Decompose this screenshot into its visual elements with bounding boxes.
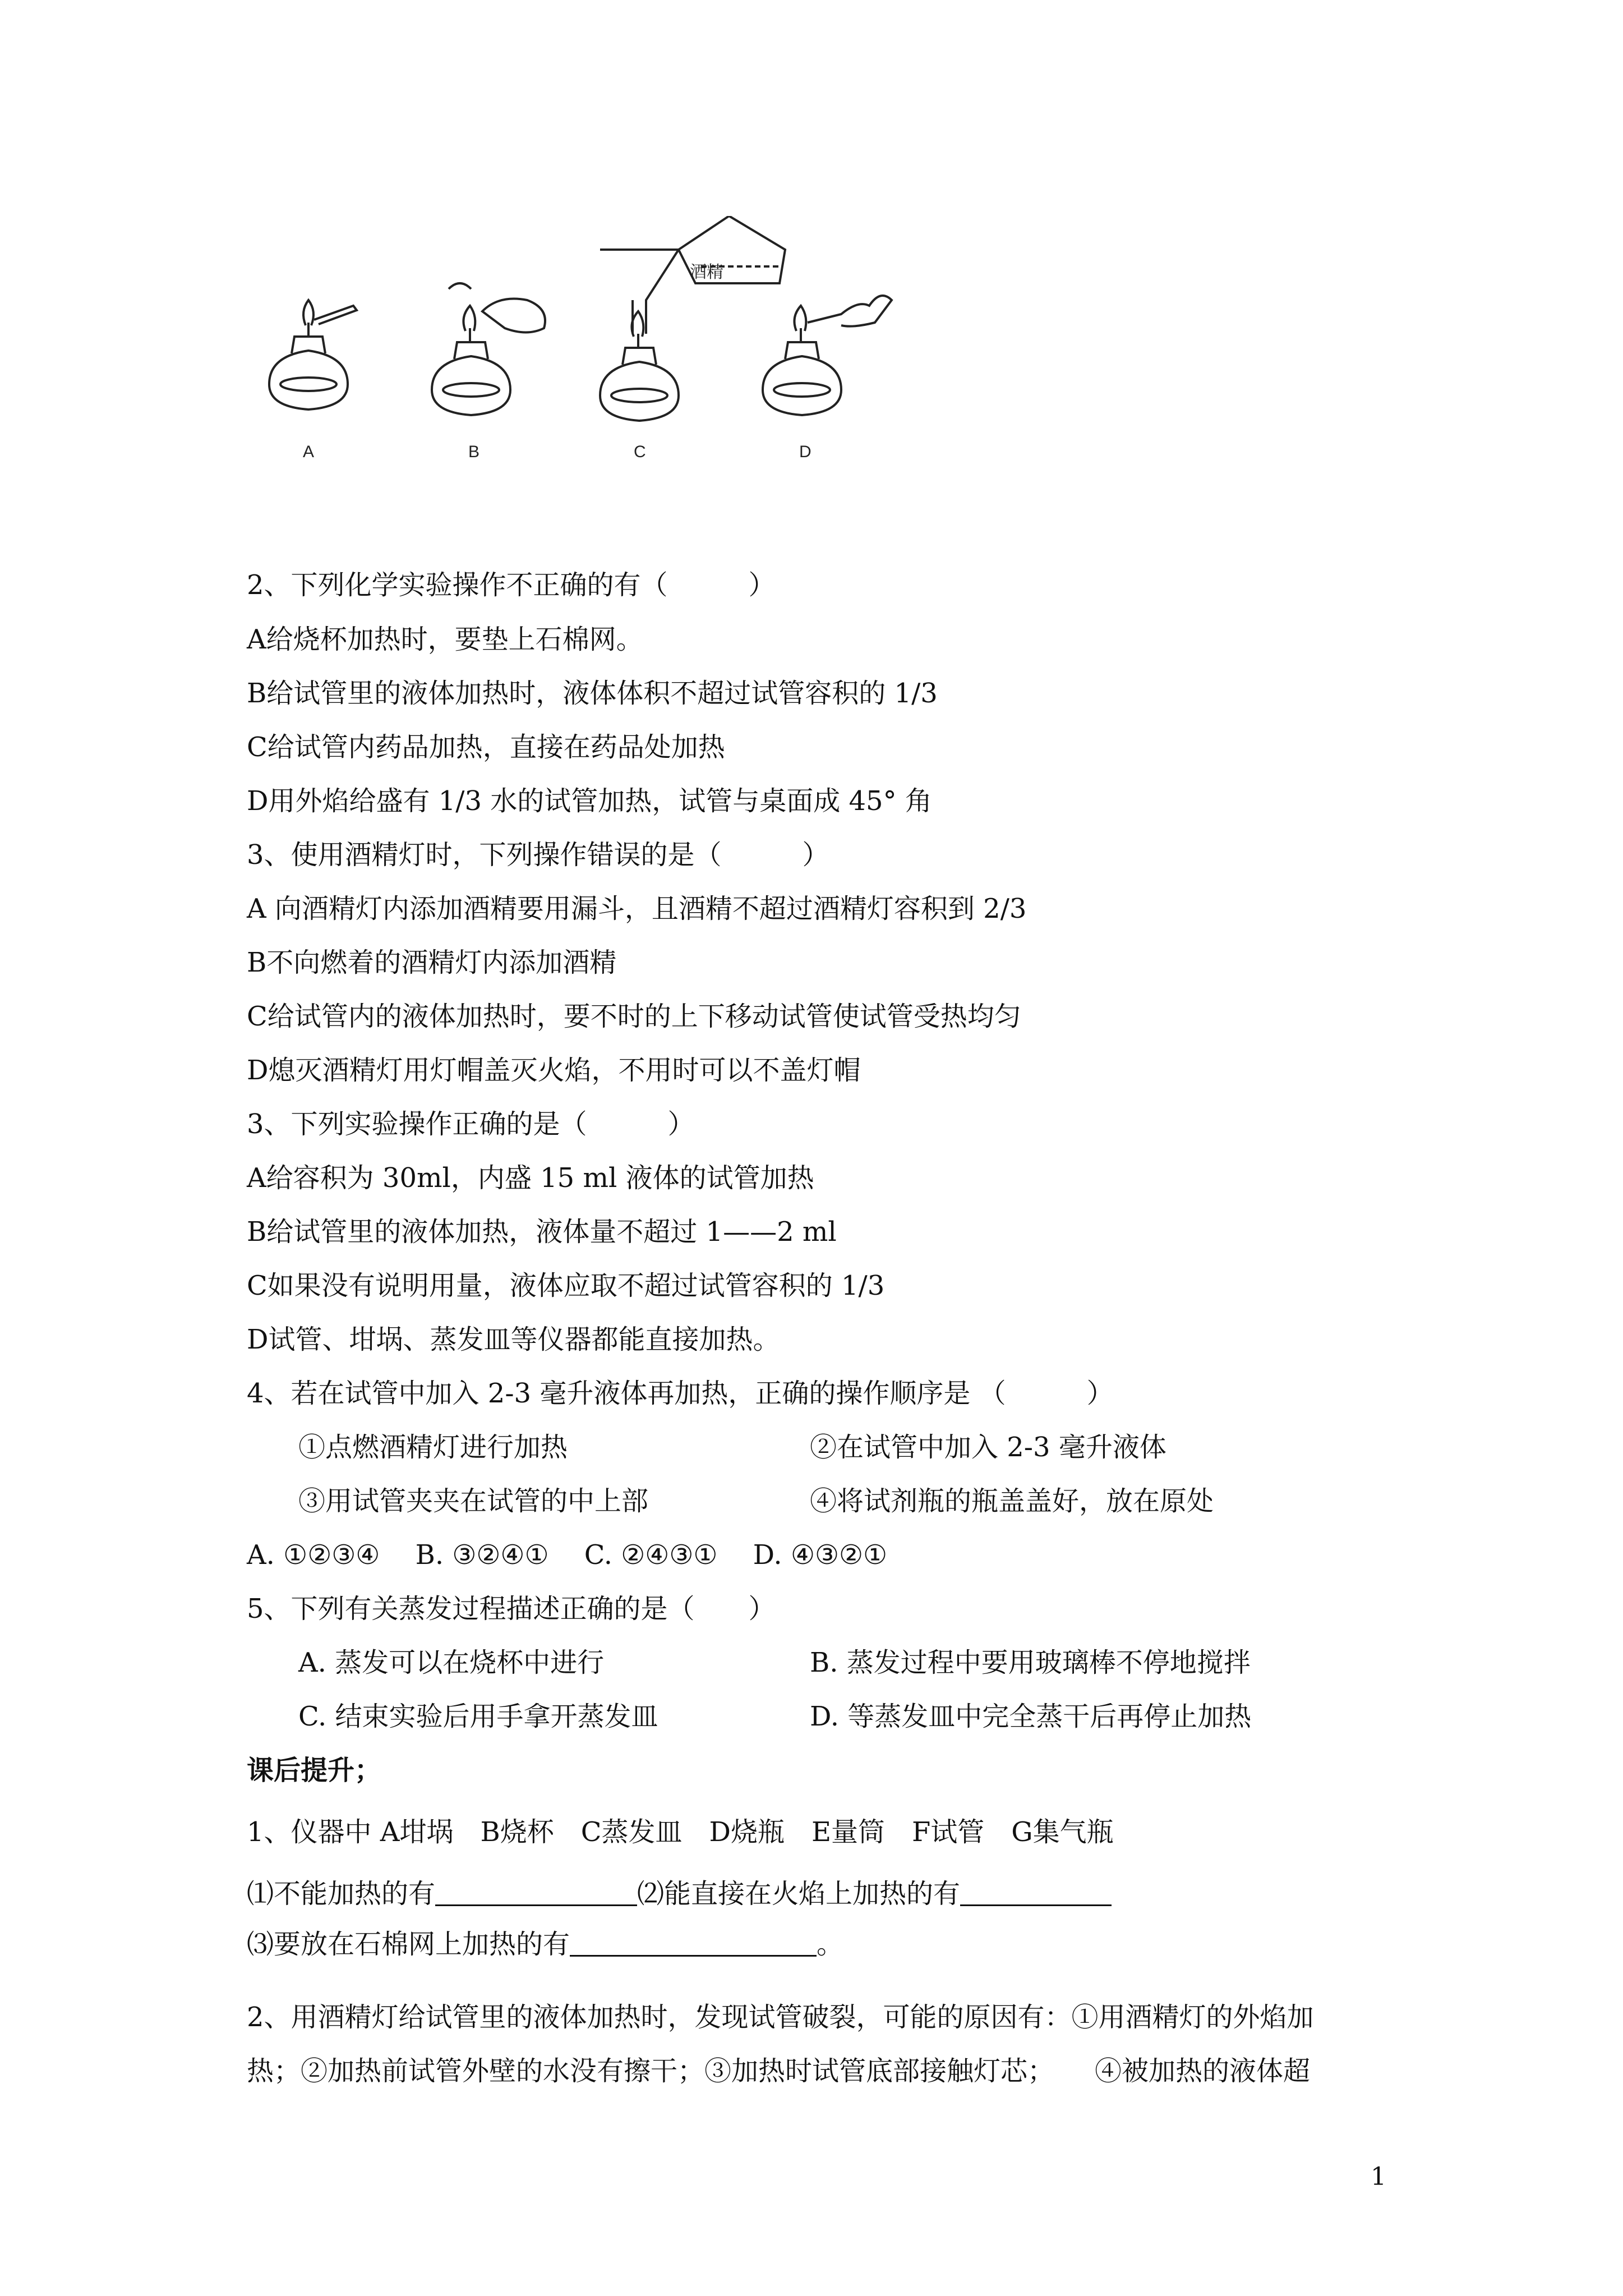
after-class-q2-line-1: 2、用酒精灯给试管里的液体加热时，发现试管破裂，可能的原因有：①用酒精灯的外焰加 — [247, 2001, 1314, 2033]
after-class-q1-part1-label: ⑴不能加热的有 — [247, 1878, 436, 1910]
question-3a-option-b: B不向燃着的酒精灯内添加酒精 — [247, 947, 617, 978]
question-5-option-a: A. 蒸发可以在烧杯中进行 — [298, 1647, 605, 1678]
answer-blank-1[interactable] — [435, 1879, 637, 1906]
question-2-option-c: C给试管内药品加热，直接在药品处加热 — [247, 731, 725, 763]
after-class-q1-part3-label: ⑶要放在石棉网上加热的有 — [247, 1929, 570, 1960]
figure-label-a: A — [303, 443, 315, 461]
question-4-stem: 4、若在试管中加入 2-3 毫升液体再加热，正确的操作顺序是 （ ） — [247, 1378, 1114, 1409]
question-3b-stem: 3、下列实验操作正确的是（ ） — [247, 1108, 695, 1140]
question-4-step-3: ③用试管夹夹在试管的中上部 — [298, 1485, 649, 1517]
question-3b-option-b: B给试管里的液体加热，液体量不超过 1——2 ml — [247, 1216, 837, 1248]
question-5-option-d: D. 等蒸发皿中完全蒸干后再停止加热 — [810, 1701, 1252, 1732]
question-3a-option-a: A 向酒精灯内添加酒精要用漏斗，且酒精不超过酒精灯容积到 2/3 — [247, 893, 1027, 924]
answer-blank-3[interactable] — [570, 1929, 817, 1957]
after-class-q1-row1 — [247, 1877, 1112, 1911]
figure-label-d: D — [799, 443, 811, 461]
lamp-a-illustration — [269, 300, 357, 409]
question-5-option-c: C. 结束实验后用手拿开蒸发皿 — [298, 1701, 658, 1732]
question-3a-option-c: C给试管内的液体加热时，要不时的上下移动试管使试管受热均匀 — [247, 1001, 1021, 1032]
question-2-stem: 2、下列化学实验操作不正确的有（ ） — [247, 569, 776, 601]
funnel-label: 酒精 — [690, 263, 723, 282]
question-5-option-b: B. 蒸发过程中要用玻璃棒不停地搅拌 — [810, 1647, 1251, 1678]
question-2-option-a: A给烧杯加热时，要垫上石棉网。 — [247, 624, 643, 655]
question-2-option-d: D用外焰给盛有 1/3 水的试管加热，试管与桌面成 45° 角 — [247, 785, 932, 817]
question-4-step-4: ④将试剂瓶的瓶盖盖好，放在原处 — [810, 1485, 1214, 1517]
question-3b-option-d: D试管、坩埚、蒸发皿等仪器都能直接加热。 — [247, 1324, 780, 1355]
after-class-q2-line-2: 热；②加热前试管外壁的水没有擦干；③加热时试管底部接触灯芯； ④被加热的液体超 — [247, 2055, 1311, 2087]
question-4-choices: A. ①②③④ B. ③②④① C. ②④③① D. ④③②① — [247, 1539, 888, 1571]
question-5-stem: 5、下列有关蒸发过程描述正确的是（ ） — [247, 1593, 776, 1625]
lamp-d-illustration — [763, 296, 892, 415]
after-class-heading: 课后提升； — [247, 1755, 382, 1786]
question-2-option-b: B给试管里的液体加热时，液体体积不超过试管容积的 1/3 — [247, 678, 938, 709]
lamp-b-illustration — [432, 283, 545, 415]
after-class-q1-stem: 1、仪器中 A坩埚 B烧杯 C蒸发皿 D烧瓶 E量筒 F试管 G集气瓶 — [247, 1816, 1114, 1848]
after-class-q1-row2 — [247, 1927, 843, 1961]
figure-label-b: B — [468, 443, 480, 461]
question-4-step-1: ①点燃酒精灯进行加热 — [298, 1432, 568, 1463]
after-class-q1-part2-label: ⑵能直接在火焰上加热的有 — [637, 1878, 961, 1910]
answer-blank-2[interactable] — [960, 1879, 1112, 1906]
question-3a-option-d: D熄灭酒精灯用灯帽盖灭火焰，不用时可以不盖灯帽 — [247, 1055, 861, 1086]
question-4-step-2: ②在试管中加入 2-3 毫升液体 — [810, 1432, 1166, 1463]
question-3b-option-a: A给容积为 30ml，内盛 15 ml 液体的试管加热 — [247, 1162, 814, 1194]
question-3a-stem: 3、使用酒精灯时，下列操作错误的是（ ） — [247, 839, 829, 871]
lamp-c-illustration — [600, 216, 785, 421]
figure-label-c: C — [634, 443, 646, 461]
alcohol-lamp-figure — [247, 216, 920, 474]
question-3b-option-c: C如果没有说明用量，液体应取不超过试管容积的 1/3 — [247, 1270, 885, 1301]
after-class-q1-part3-end: 。 — [817, 1929, 844, 1960]
page-number: 1 — [1371, 2162, 1386, 2191]
